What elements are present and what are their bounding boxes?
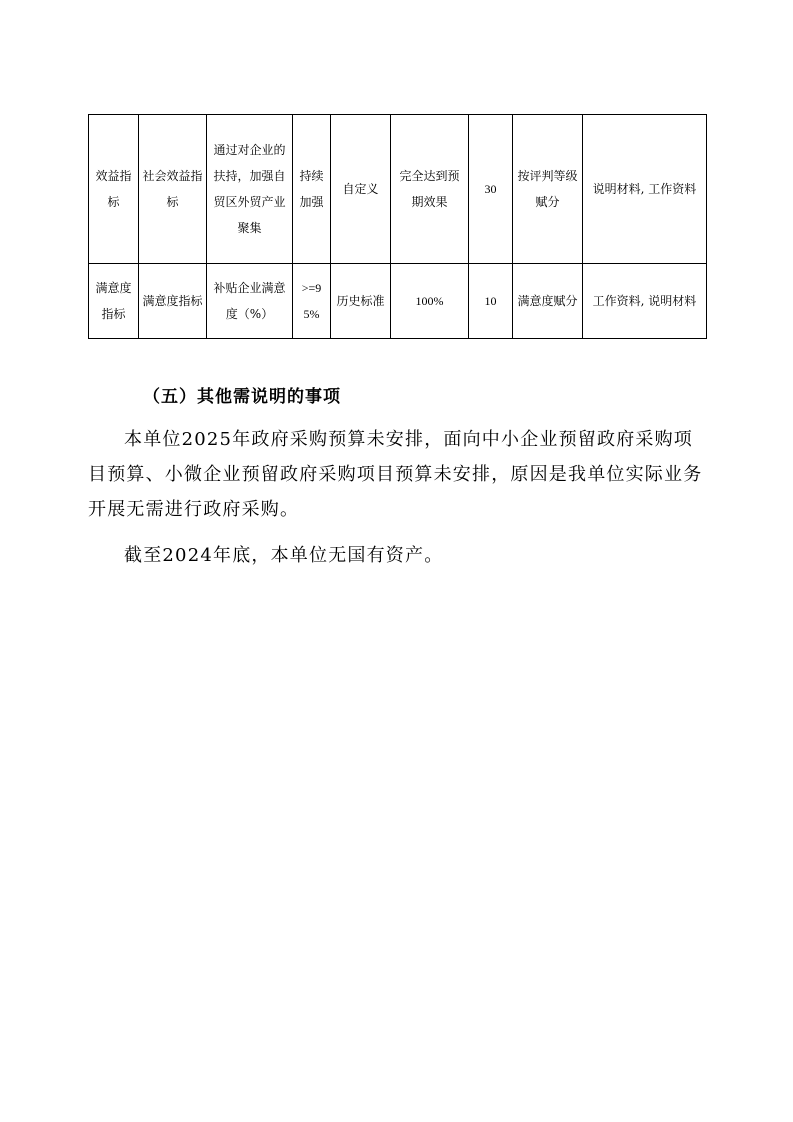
standard-cell: 自定义 — [331, 115, 391, 264]
indicator-name-cell: 补贴企业满意度（%） — [207, 264, 293, 339]
indicator-name-cell: 通过对企业的扶持，加强自贸区外贸产业聚集 — [207, 115, 293, 264]
first-level-indicator-cell: 效益指标 — [89, 115, 139, 264]
standard-cell: 历史标准 — [331, 264, 391, 339]
indicator-value-cell: 持续加强 — [293, 115, 331, 264]
table-row — [89, 115, 707, 264]
table-row — [89, 264, 707, 339]
target-cell: 完全达到预期效果 — [391, 115, 469, 264]
scoring-method-cell: 满意度赋分 — [513, 264, 583, 339]
performance-indicator-table — [88, 114, 707, 339]
section-heading: （五）其他需说明的事项 — [143, 387, 341, 407]
second-level-indicator-cell: 社会效益指标 — [139, 115, 207, 264]
scoring-method-cell: 按评判等级赋分 — [513, 115, 583, 264]
first-level-indicator-cell: 满意度指标 — [89, 264, 139, 339]
evidence-cell: 工作资料, 说明材料 — [583, 264, 707, 339]
evidence-cell: 说明材料, 工作资料 — [583, 115, 707, 264]
procurement-paragraph: 本单位2025年政府采购预算未安排，面向中小企业预留政府采购项目预算、小微企业预留政府采购项目预算未安排，原因是我单位实际业务开展无需进行政府采购。 — [88, 429, 703, 520]
indicator-value-cell: >=95% — [293, 264, 331, 339]
target-cell: 100% — [391, 264, 469, 339]
assets-paragraph: 截至2024年底，本单位无国有资产。 — [124, 545, 444, 566]
weight-cell: 30 — [469, 115, 513, 264]
weight-cell: 10 — [469, 264, 513, 339]
second-level-indicator-cell: 满意度指标 — [139, 264, 207, 339]
